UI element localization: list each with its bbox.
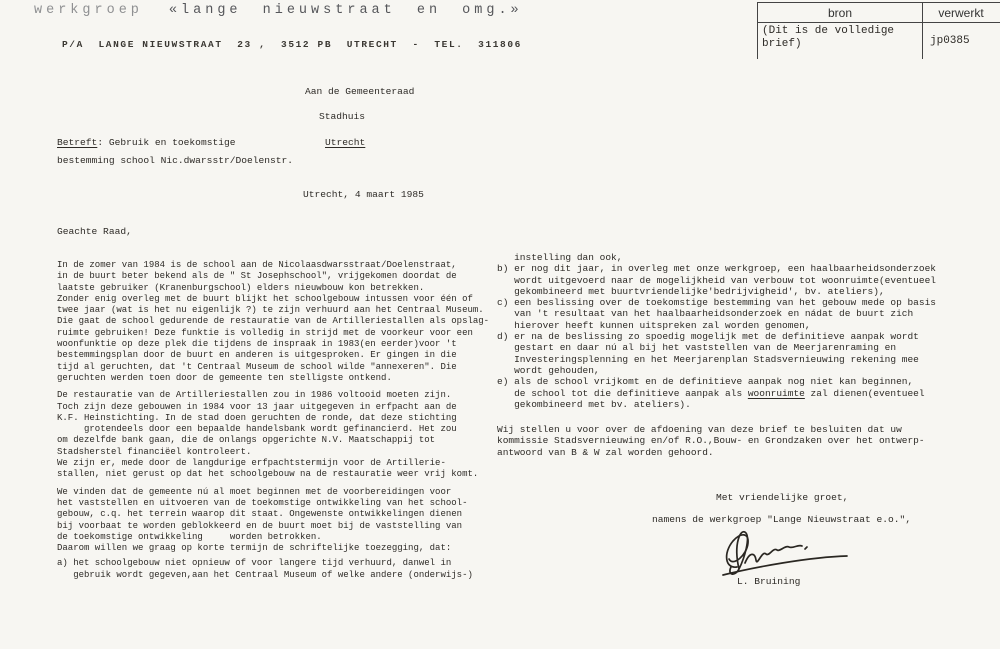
text-line: de school tot die definitieve aanpak als woonruimte zal dienen(eventueel [497, 387, 925, 399]
text-line: Investeringsplenning en het Meerjarenplan Stadsvernieuwing rekening mee [497, 353, 919, 365]
text-line: We zijn er, mede door de langdurige erfpachtstermijn voor de Artillerie- [57, 458, 446, 469]
text-line: bij voorbaat te worden geblokkeerd en de buurt moet bij de vaststelling van [57, 520, 463, 531]
closing-on-behalf: namens de werkgroep "Lange Nieuwstraat e.o.", [652, 514, 912, 525]
text-line: b) er nog dit jaar, in overleg met onze werkgroep, een haalbaarheidsonderzoek [497, 263, 936, 275]
subject-label: Betreft [57, 137, 98, 148]
text-line: Daarom willen we graag op korte termijn de schriftelijke toezegging, dat: [57, 543, 452, 554]
text-line: K.F. Heinstichting. In de stad doen geruchten de ronde, dat deze stichting [57, 412, 457, 423]
text-line: woonfunktie op deze plek die tijdens de inspraak in 1983(en eerder)voor 't [57, 339, 457, 350]
text-line: We vinden dat de gemeente nú al moet beginnen met de voorbereidingen voor [57, 486, 452, 497]
letterhead-title [34, 3, 523, 18]
text-line: ruimte gebruiken! Deze funktie is volledig in strijd met de voorkeur voor een [57, 327, 473, 338]
stamp-source-header: bron [827, 5, 853, 20]
text-line: grotendeels door een bepaalde handelsbank wordt gefinancierd. Het zou [57, 424, 457, 435]
text-line: antwoord van B & W zal worden gehoord. [497, 446, 714, 458]
text-line: tijd al geruchten, dat 't Centraal Museum de school wilde "annexeren". Die [57, 361, 457, 372]
text-line: a) het schoolgebouw niet opnieuw of voor langere tijd verhuurd, danwel in [57, 558, 452, 569]
stamp-header-row [758, 3, 1000, 23]
body-left-column [57, 260, 505, 581]
stamp-box [757, 2, 1000, 59]
text-line: om dezelfde bank gaan, die de onlangs opgerichte N.V. Maatschappij tot [57, 435, 436, 446]
subject-line-2: bestemming school Nic.dwarsstr/Doelenstr. [57, 155, 294, 166]
text-line: Die gaat de school gedurende de restauratie van de Artilleriestallen als opslag- [57, 316, 490, 327]
stamp-column-divider [922, 3, 923, 59]
text-line: e) als de school vrijkomt en de definitieve aanpak nog niet kan beginnen, [497, 376, 914, 388]
text-line: In de zomer van 1984 is de school aan de Nicolaasdwarsstraat/Doelenstraat, [57, 260, 457, 270]
paragraph-1 [57, 260, 505, 384]
text-line: d) er na de beslissing zo spoedig mogelijk met de definitieve aanpak wordt [497, 331, 919, 343]
paragraph-2 [57, 390, 505, 480]
subject-line-1 [57, 137, 236, 148]
text-line: in de buurt beter bekend als de " St Josephschool", vrijgekomen doordat de [57, 271, 457, 282]
paragraph-3 [57, 487, 505, 555]
body-right-column [497, 252, 975, 458]
recipient-line-1: Aan de Gemeenteraad [305, 86, 415, 97]
text-line: gebouw, c.q. het terrein waarop dit staat. Ongewenste ontwikkelingen dienen [57, 509, 463, 520]
recipient-line-2: Stadhuis [319, 111, 366, 122]
text-line: Toch zijn deze gebouwen in 1984 voor 13 jaar uitgegeven in erfpacht aan de [57, 401, 457, 412]
recipient-city: Utrecht [325, 137, 366, 148]
text-line: instelling dan ook, [497, 252, 623, 263]
subject-text: : Gebruik en toekomstige [97, 137, 236, 148]
text-line: Stadsherstel financiëel kontroleert. [57, 446, 252, 457]
text-line: het vaststellen en uitvoeren van de toekomstige ontwikkeling van het school- [57, 497, 468, 508]
proposal-paragraph [497, 424, 975, 458]
text-line: Zonder enig overleg met de buurt blijkt het schoolgebouw intussen voor één of [57, 293, 473, 304]
text-line: van 't resultaat van het haalbaarheidsonderzoek en nádat de buurt zich [497, 308, 914, 320]
closing-greeting: Met vriendelijke groet, [716, 492, 849, 503]
text-line: kommissie Stadsvernieuwing en/of R.O.,Bouw- en Grondzaken over het ontwerp- [497, 435, 925, 447]
text-line: twee jaar (wat is het nu eigenlijk ?) te zijn verhuurd aan het Centraal Museum. [57, 305, 484, 316]
text-line: geruchten werden toen door de gemeente ten stelligste ontkend. [57, 372, 392, 383]
salutation: Geachte Raad, [57, 226, 132, 237]
text-line: wordt uitgevoerd naar de mogelijkheid van verbouw tot woonruimte(eventueel [497, 274, 936, 286]
dateline: Utrecht, 4 maart 1985 [303, 189, 424, 200]
stamp-source-value: (Dit is de volledige brief) [762, 25, 895, 50]
text-line: De restauratie van de Artilleriestallen zou in 1986 voltooid moeten zijn. [57, 390, 452, 401]
text-line: hierover heeft kunnen uitspreken zal worden genomen, [497, 319, 811, 331]
text-line: gekombineerd met buurtvriendelijke'bedrijvigheid', bv. ateliers), [497, 285, 885, 297]
letterhead-address: P/A LANGE NIEUWSTRAAT 23 , 3512 PB UTRECHT - TEL. 311806 [62, 39, 522, 50]
stamp-processed-value: jp0385 [930, 35, 970, 47]
text-line: gebruik wordt gegeven,aan het Centraal Museum of welke andere (onderwijs-) [57, 569, 473, 580]
text-line: stallen, niet gerust op dat het schoolgebouw na de restauratie weer vrij komt. [57, 469, 479, 480]
text-line: de toekomstige ontwikkeling worden betrokken. [57, 531, 322, 542]
signature-scribble [715, 523, 865, 581]
text-line: gekombineerd met bv. ateliers). [497, 398, 691, 410]
signatory-name: L. Bruining [737, 576, 801, 587]
text-line: gestart en daar nú al bij het vaststellen van de Meerjarenraming en [497, 342, 897, 354]
letterhead-name: «lange nieuwstraat en omg.» [168, 3, 523, 18]
text-line: c) een beslissing over de toekomstige bestemming van het gebouw mede op basis [497, 297, 936, 309]
text-line: wordt gehouden, [497, 364, 600, 376]
text-line: laatste gebruiker (Kranenburgschool) elders nieuwbouw kon betrekken. [57, 282, 425, 293]
list-items-b-e [497, 252, 975, 410]
text-line: Wij stellen u voor over de afdoening van deze brief te besluiten dat uw [497, 424, 902, 436]
text-line: bestemmingsplan door de buurt en anderen is uitgesproken. Er gingen in die [57, 350, 457, 361]
list-item-a [57, 558, 505, 581]
letterhead-org: werkgroep [34, 3, 143, 18]
stamp-processed-header: verwerkt [938, 5, 984, 20]
